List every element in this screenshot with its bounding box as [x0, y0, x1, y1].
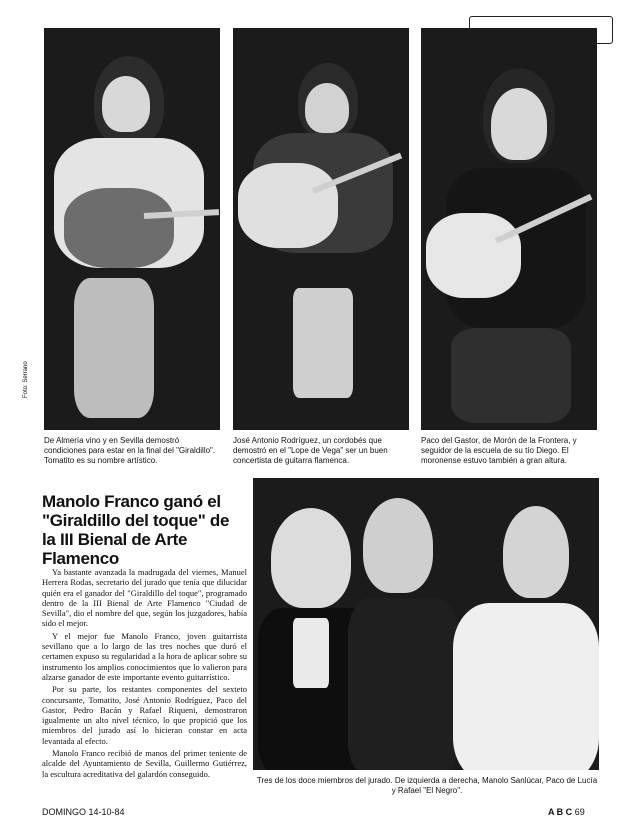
article-headline: Manolo Franco ganó el "Giraldillo del toque" de la III Bienal de Arte Flamenco — [42, 492, 230, 568]
article-paragraph: Por su parte, los restantes componentes del sexteto concursante, Tomatito, José Antonio Rodríguez, Paco del Gastor, Pedro Bacán y Rafael Riqueni, demostraron igualmente un alto nivel técnico, lo que propició que los miembros del jurado así lo hicieran constar en acta levantada al efecto. — [42, 684, 247, 746]
photo-jury — [253, 478, 599, 770]
footer-date: DOMINGO 14-10-84 — [42, 807, 125, 817]
caption-photo-1: De Almería vino y en Sevilla demostró condiciones para estar en la final del "Giraldillo". Tomatito es su nombre artístico. — [44, 436, 216, 465]
footer-publication-name: A B C — [548, 807, 573, 817]
caption-photo-3: Paco del Gastor, de Morón de la Frontera, y seguidor de la escuela de su tío Diego. El moronense estuvo también a gran altura. — [421, 436, 577, 465]
article-paragraph: Ya bastante avanzada la madrugada del viernes, Manuel Herrera Rodas, secretario del jurado que tenía que dilucidar quién era el ganador del "Giraldillo del toque", programado dentro de la III Bienal de Arte Flamenco "Ciudad de Sevilla", dio el nombre del que, según los juzgadores, había sido el mejor. — [42, 567, 247, 629]
photo-jose-antonio-rodriguez — [233, 28, 409, 430]
caption-photo-2: José Antonio Rodríguez, un cordobés que demostró en el "Lope de Vega" ser un buen concertista de guitarra flamenca. — [233, 436, 388, 465]
article-body — [42, 567, 247, 781]
photo-paco-del-gastor — [421, 28, 597, 430]
article-paragraph: Y el mejor fue Manolo Franco, joven guitarrista sevillano que a lo largo de las tres noches que duró el certamen expuso su regularidad a la hora de aplicar sobre su instrumento los amplios conocimientos que lo valieron para alzarse ganador de este importante evento guitarrístico. — [42, 630, 247, 682]
photo-credit: Foto: Serrano — [23, 361, 29, 398]
caption-photo-4: Tres de los doce miembros del jurado. De izquierda a derecha, Manolo Sanlúcar, Paco de Lucía y Rafael "El Negro". — [256, 776, 598, 795]
photo-tomatito — [44, 28, 220, 430]
footer-publication — [548, 807, 585, 817]
footer-page-number: 69 — [574, 807, 585, 817]
article-paragraph: Manolo Franco recibió de manos del primer teniente de alcalde del Ayuntamiento de Sevilla, Guillermo Gutiérrez, la escultura acreditativa del galardón conseguido. — [42, 748, 247, 779]
